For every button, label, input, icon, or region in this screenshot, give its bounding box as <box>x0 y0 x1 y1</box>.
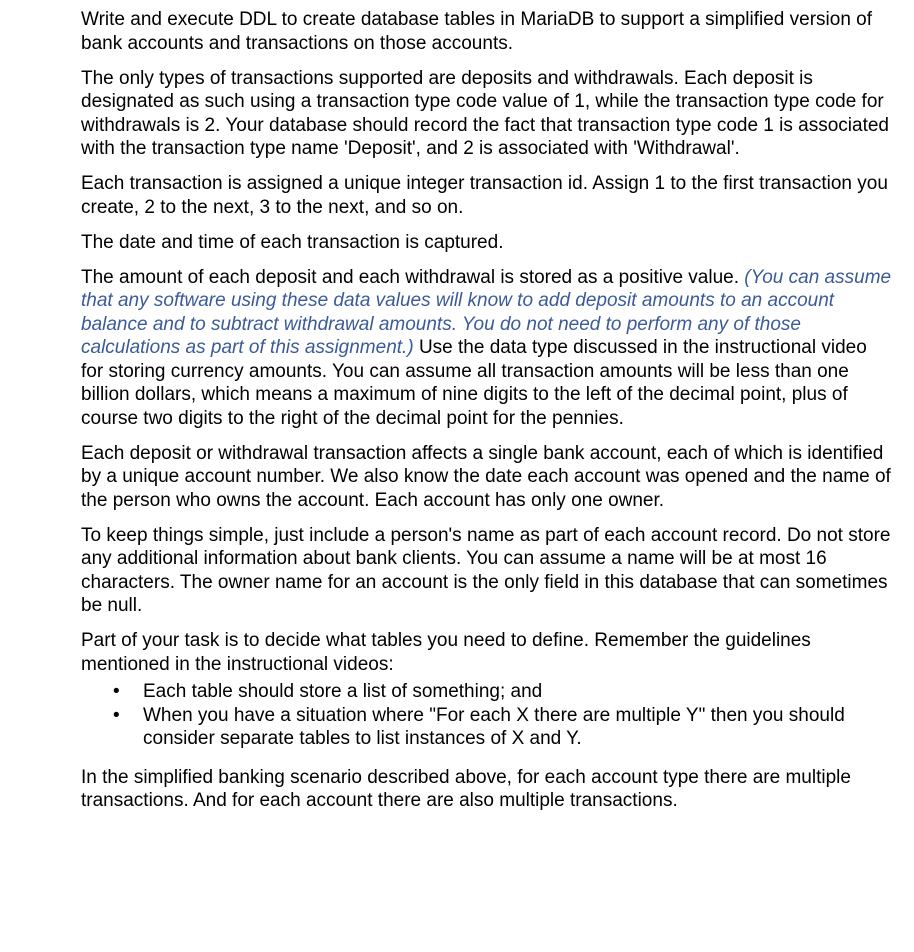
list-item <box>81 704 893 751</box>
paragraph-transaction-id: Each transaction is assigned a unique integer transaction id. Assign 1 to the first transaction you create, 2 to the next, 3 to the next, and so on. <box>81 173 888 218</box>
amount-text-start: The amount of each deposit and each withdrawal is stored as a positive value. <box>81 266 745 288</box>
amount-italic-note: (You can assume that any software using these data values will know to add deposit amounts to an account balance and to subtract withdrawal amounts. You do not need to perform any of those calculations as part of this assignment.) <box>81 266 892 358</box>
amount-text-end: Use the data type discussed in the instructional video for storing currency amounts. You can assume all transaction amounts will be less than one billion dollars, which means a maximum of nine digits to the left of the decimal point, plus of course two digits to the right of the decimal point for the pennies. <box>81 337 867 429</box>
paragraph-account: Each deposit or withdrawal transaction affects a single bank account, each of which is identified by a unique account number. We also know the date each account was opened and the name of the person who owns the account. Each account has only one owner. <box>81 442 891 511</box>
paragraph-scenario-summary: In the simplified banking scenario described above, for each account type there are multiple transactions. And for each account there are also multiple transactions. <box>81 766 851 811</box>
list-item-text: Each table should store a list of something; and <box>143 681 543 702</box>
bullet-icon: • <box>113 704 120 726</box>
paragraph-amount <box>81 266 893 431</box>
paragraph-date-time: The date and time of each transaction is captured. <box>81 231 504 253</box>
document-body <box>81 8 893 824</box>
paragraph-owner-name: To keep things simple, just include a person's name as part of each account record. Do not store any additional information about bank clients. You can assume a name will be at most 16 characters. The owner name for an account is the only field in this database that can sometimes be null. <box>81 524 891 616</box>
bullet-icon: • <box>113 681 120 702</box>
paragraph-transaction-types: The only types of transactions supported are deposits and withdrawals. Each deposit is designated as such using a transaction type code value of 1, while the transaction type code for withdrawals is 2. Your database should record the fact that transaction type code 1 is associated with the transaction type name 'Deposit', and 2 is associated with 'Withdrawal'. <box>81 67 889 159</box>
paragraph-guidelines: Part of your task is to decide what tables you need to define. Remember the guidelines mentioned in the instructional videos: <box>81 630 811 675</box>
guidelines-list <box>81 680 893 751</box>
list-item <box>81 680 893 704</box>
list-item-text: When you have a situation where "For each X there are multiple Y" then you should consider separate tables to list instances of X and Y. <box>143 704 845 749</box>
paragraph-intro: Write and execute DDL to create database tables in MariaDB to support a simplified version of bank accounts and transactions on those accounts. <box>81 9 873 54</box>
